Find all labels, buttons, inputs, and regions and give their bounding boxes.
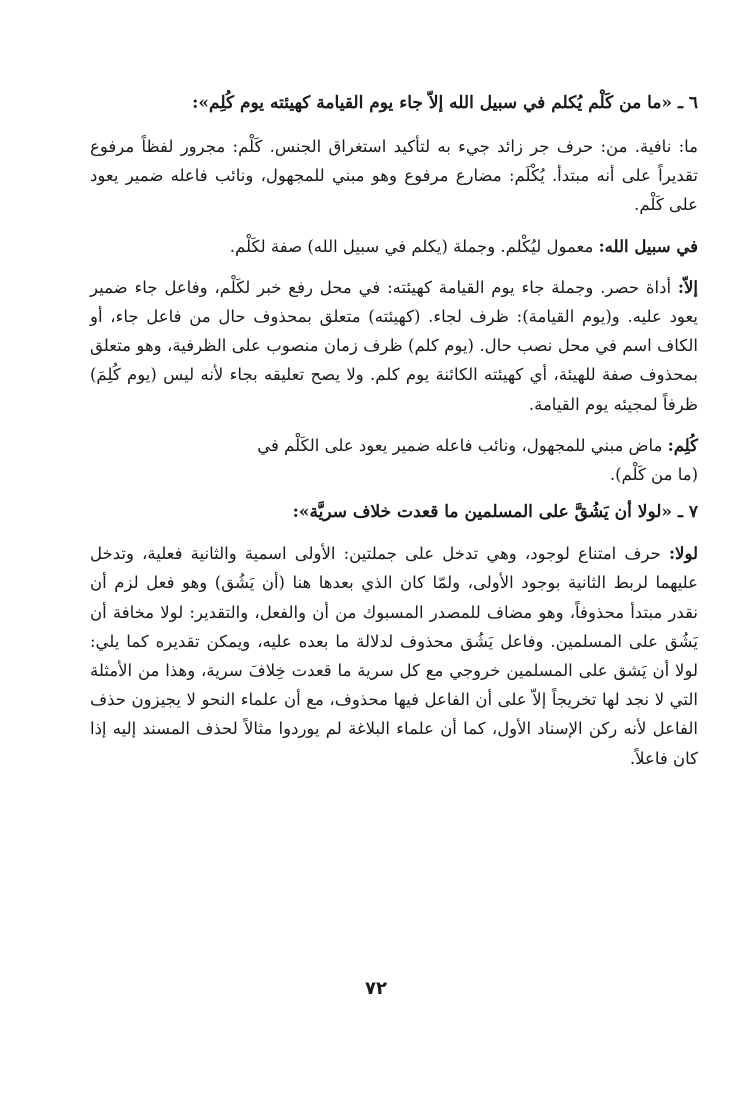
explanation-illa: أداة حصر. وجملة جاء يوم القيامة كهيئته: في محل رفع خبر لكَلْم، وفاعل جاء ضمير يعود عليه. و(يوم القيامة): ظرف لجاء. (كهيئته) متعلق بمحذوف حال من فاعل جاء، أو الكاف اسم في محل نصب حال. (يوم كلم) ظرف زمان منصوب على الظرفية، وهو متعلق بمحذوف صفة للهيئة، أي كهيئته الكائنة يوم كلم. ولا يصح تعليقه بجاء لأنه ليس (يوم كُلِمَ) ظرفاً لمجيئه يوم القيامة. bbox=[90, 277, 698, 414]
explanation-kulim: ماض مبني للمجهول، ونائب فاعله ضمير يعود على الكَلْم في bbox=[257, 435, 668, 455]
section-heading-7: ٧ ـ «لولا أن يَشُقَّ على المسلمين ما قعدت خلاف سريَّة»: bbox=[292, 502, 698, 523]
term-fi-sabil-allah: في سبيل الله: bbox=[598, 236, 698, 256]
term-illa: إلاّ: bbox=[677, 277, 698, 297]
explanation-lawla: حرف امتناع لوجود، وهي تدخل على جملتين: الأولى اسمية والثانية فعلية، وتدخل عليهما لربط الثانية بوجود الأولى، ولمّا كان الذي بعدها هنا (أن يَشُق) وهو فعل لزم أن نقدر مبتدأ محذوفاً، وهو مضاف للمصدر المسبوك من أن والفعل، والتقدير: لولا مخافة أن يَشُق على المسلمين. وفاعل يَشُق محذوف لدلالة ما بعده عليه، ويمكن تقديره كما يلي: لولا أن يَشق على المسلمين خروجي مع كل سرية ما قعدت خِلافَ سرية، وهذا من الأمثلة التي لا نجد لها تخريجاً إلاّ على أن الفاعل فيها محذوف، مع أن علماء النحو لا يجيزون حذف الفاعل لأنه ركن الإسناد الأول، كما أن علماء البلاغة لم يوردوا مثالاً لحذف المسند إليه إذا كان فاعلاً. bbox=[90, 544, 698, 768]
term-lawla: لولا: bbox=[668, 544, 698, 564]
page-number: ٧٢ bbox=[365, 978, 387, 999]
paragraph-fi-sabil-allah bbox=[90, 232, 698, 261]
explanation-kulim-tail: (ما من كَلْم). bbox=[609, 465, 698, 485]
section-heading-6: ٦ ـ «ما من كَلْم يُكلم في سبيل الله إلاّ جاء يوم القيامة كهيئته يوم كُلِم»: bbox=[192, 93, 698, 113]
explanation-fi-sabil-allah: معمول ليُكْلم. وجملة (يكلم في سبيل الله) صفة لكَلْم. bbox=[229, 236, 599, 256]
paragraph-lawla bbox=[90, 539, 698, 773]
page-body bbox=[90, 88, 698, 773]
paragraph-ma-nafiya: ما: نافية. من: حرف جر زائد جيء به لتأكيد استغراق الجنس. كَلْم: مجرور لفظاً مرفوع تقديراً على أنه مبتدأ. يُكْلَم: مضارع مرفوع وهو مبني للمجهول، ونائب فاعله ضمير يعود على كَلْم. bbox=[90, 137, 698, 215]
paragraph-kulim bbox=[90, 431, 698, 489]
term-kulim: كُلِم: bbox=[667, 435, 698, 455]
paragraph-illa bbox=[90, 273, 698, 419]
